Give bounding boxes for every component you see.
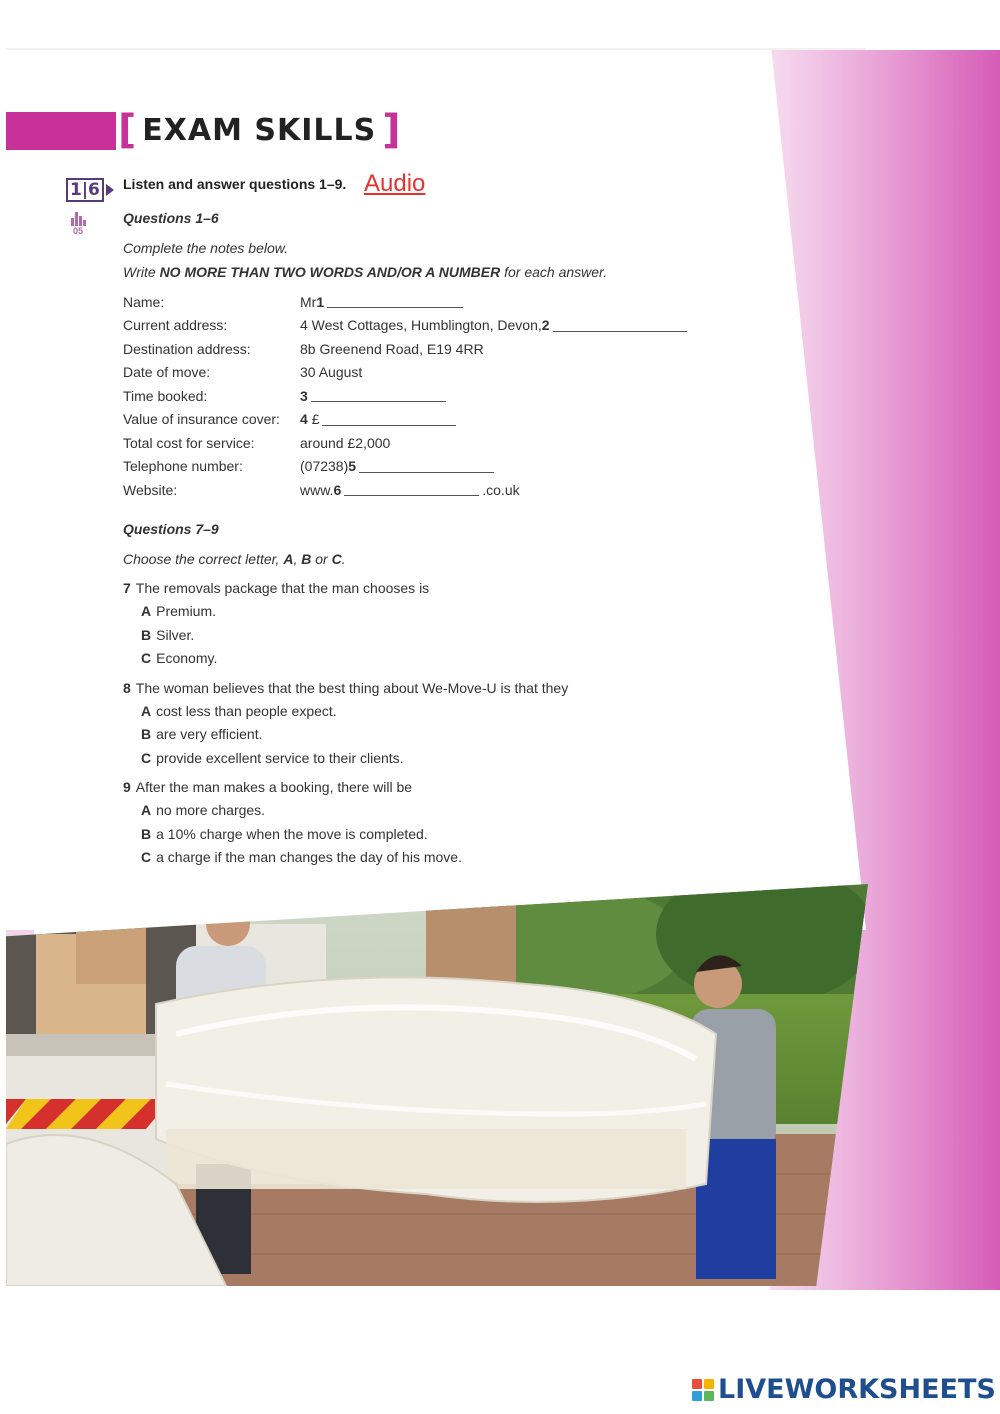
question-number: 4 bbox=[300, 411, 308, 428]
notes-row-destination bbox=[123, 337, 687, 361]
row-value: 30 August bbox=[300, 364, 363, 381]
row-label: Name: bbox=[123, 293, 165, 310]
audio-track-icon bbox=[68, 212, 88, 236]
notes-row-telephone: Telephone number: (07238) 5 bbox=[123, 455, 687, 479]
row-label: Current address: bbox=[123, 317, 228, 334]
question-number: 5 bbox=[348, 458, 357, 475]
row-value: 8b Greenend Road, E19 4RR bbox=[300, 340, 484, 357]
notes-instruction-2: Write NO MORE THAN TWO WORDS AND/OR A NUMBER for each answer. bbox=[123, 264, 608, 280]
option-7a[interactable]: A Premium. bbox=[141, 603, 217, 619]
row-label: Value of insurance cover: bbox=[123, 411, 280, 428]
question-number: 3 bbox=[300, 387, 308, 404]
row-value: around £2,000 bbox=[300, 434, 391, 451]
liveworksheets-logo bbox=[692, 1374, 996, 1405]
movers-photo bbox=[6, 884, 868, 1286]
title-text: EXAM SKILLS bbox=[142, 112, 377, 148]
question-7: 7 The removals package that the man chooses is bbox=[123, 580, 430, 596]
row-label: Website: bbox=[123, 481, 178, 498]
movers-illustration bbox=[6, 884, 868, 1286]
title-bracket-close: ] bbox=[382, 107, 401, 153]
option-8a[interactable]: A cost less than people expect. bbox=[141, 702, 337, 719]
page-title bbox=[118, 108, 401, 152]
option-7c[interactable]: C Economy. bbox=[141, 650, 218, 666]
notes-row-total-cost bbox=[123, 431, 687, 455]
option-9c[interactable]: C a charge if the man changes the day of his move. bbox=[141, 849, 462, 865]
answer-1-blank[interactable] bbox=[327, 295, 463, 308]
audio-link[interactable]: Audio bbox=[364, 170, 426, 197]
option-9a[interactable]: A no more charges. bbox=[141, 802, 266, 818]
logo-mark-icon bbox=[692, 1379, 714, 1401]
row-label: Time booked: bbox=[123, 387, 208, 404]
track-badge bbox=[66, 178, 114, 202]
notes-row-current-address: Current address: 4 West Cottages, Humblington, Devon, 2 bbox=[123, 314, 687, 338]
notes-row-date bbox=[123, 361, 687, 385]
listening-instruction: Listen and answer questions 1–9. bbox=[123, 176, 347, 192]
mcq-instruction: Choose the correct letter, A, B or C. bbox=[123, 551, 346, 567]
notes-row-website: Website: www. 6 .co.uk bbox=[123, 481, 520, 498]
play-icon bbox=[106, 184, 114, 196]
notes-form bbox=[123, 290, 687, 502]
question-8: 8 The woman believes that the best thing about We-Move-U is that they bbox=[123, 679, 569, 696]
notes-instruction-1: Complete the notes below. bbox=[123, 240, 288, 256]
row-label: Telephone number: bbox=[123, 458, 243, 475]
question-9: 9 After the man makes a booking, there will be bbox=[123, 779, 413, 795]
question-number: 2 bbox=[541, 317, 550, 334]
multiple-choice-questions bbox=[123, 576, 568, 870]
option-8b[interactable]: B are very efficient. bbox=[141, 726, 263, 742]
answer-2-blank[interactable] bbox=[553, 319, 687, 332]
track-number: 1|6 bbox=[66, 178, 104, 202]
question-number: 6 bbox=[333, 481, 342, 498]
row-label: Date of move: bbox=[123, 364, 211, 381]
answer-3-blank[interactable] bbox=[311, 389, 446, 402]
notes-row-insurance: Value of insurance cover: 4 £ bbox=[123, 408, 687, 432]
option-7b[interactable]: B Silver. bbox=[141, 626, 195, 643]
cd-track-number: 05 bbox=[72, 226, 83, 236]
notes-row-name: Name: Mr 1 bbox=[123, 290, 687, 314]
option-9b[interactable]: B a 10% charge when the move is completed. bbox=[141, 825, 428, 842]
answer-5-blank[interactable] bbox=[359, 460, 494, 473]
question-number: 1 bbox=[316, 293, 325, 310]
option-8c[interactable]: C provide excellent service to their clients. bbox=[141, 749, 404, 766]
row-label: Destination address: bbox=[123, 340, 251, 357]
title-bracket-open: [ bbox=[118, 107, 137, 153]
notes-row-time bbox=[123, 384, 687, 408]
logo-text: LIVEWORKSHEETS bbox=[718, 1374, 996, 1405]
answer-4-blank[interactable] bbox=[322, 413, 456, 426]
questions-1-6-heading: Questions 1–6 bbox=[123, 210, 219, 226]
answer-6-blank[interactable] bbox=[344, 483, 479, 496]
questions-7-9-heading: Questions 7–9 bbox=[123, 521, 219, 537]
row-label: Total cost for service: bbox=[123, 434, 255, 451]
title-accent-bar bbox=[6, 112, 116, 150]
